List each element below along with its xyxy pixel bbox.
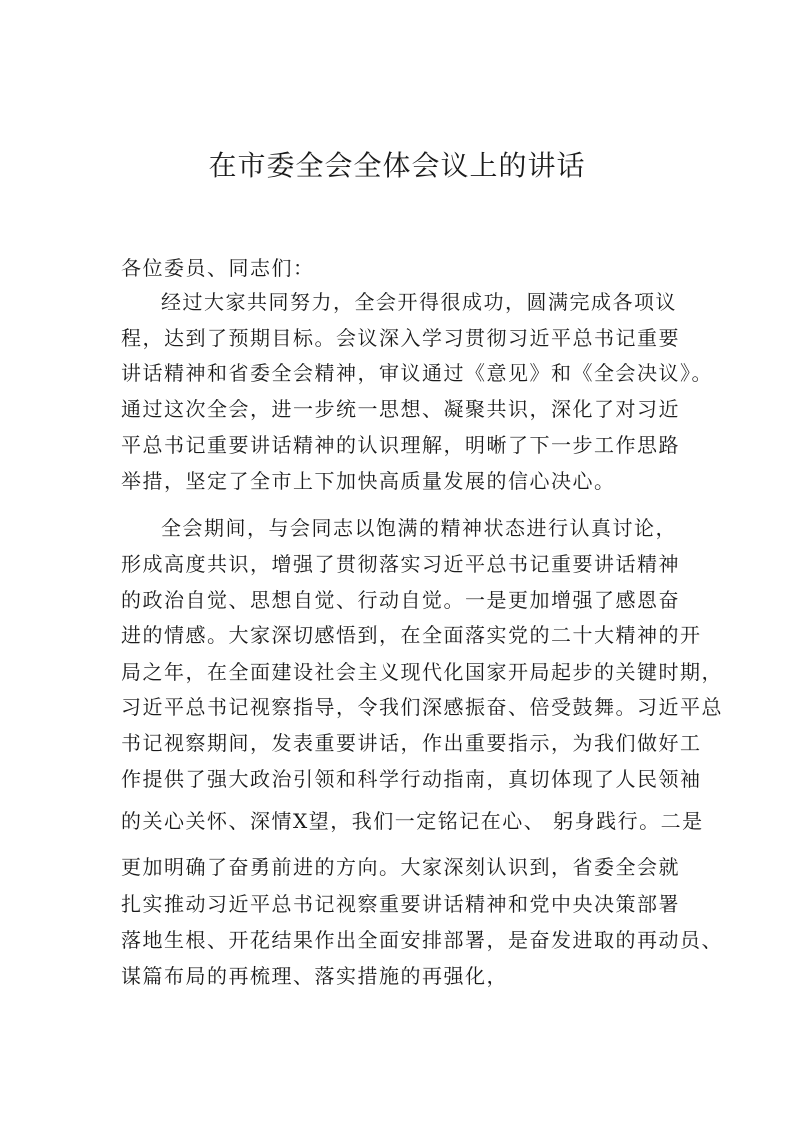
text-line: 更加明确了奋勇前进的方向。大家深刻认识到，省委全会就 (121, 855, 680, 879)
text-line: 平总书记重要讲话精神的认识理解，明晰了下一步工作思路 (121, 433, 680, 457)
text-line: 书记视察期间，发表重要讲话，作出重要指示，为我们做好工 (121, 731, 702, 755)
text-line: 形成高度共识，增强了贯彻落实习近平总书记重要讲话精神 (121, 552, 680, 576)
text-line: 作提供了强大政治引领和科学行动指南，真切体现了人民领袖 (121, 767, 702, 791)
text-line: 的政治自觉、思想自觉、行动自觉。一是更加增强了感恩奋 (121, 588, 680, 612)
text-line: 讲话精神和省委全会精神，审议通过《意见》和《全会决议》。 (121, 361, 713, 385)
text-line: 谋篇布局的再梳理、落实措施的再强化， (121, 964, 508, 988)
text-line: 落地生根、开花结果作出全面安排部署，是奋发进取的再动员、 (121, 928, 723, 952)
text-line: 局之年，在全面建设社会主义现代化国家开局起步的关键时期， (121, 660, 723, 684)
text-line: 通过这次全会，进一步统一思想、凝聚共识，深化了对习近 (121, 397, 680, 421)
text-line: 进的情感。大家深切感悟到，在全面落实党的二十大精神的开 (121, 623, 702, 647)
text-line: 的关心关怀、深情X望，我们一定铭记在心、 躬身践行。二是 (121, 809, 704, 833)
salutation: 各位委员、同志们： (121, 256, 315, 280)
text-line: 全会期间，与会同志以饱满的精神状态进行认真讨论， (161, 516, 677, 540)
text-line: 扎实推动习近平总书记视察重要讲话精神和党中央决策部署 (121, 892, 680, 916)
text-line: 习近平总书记视察指导，令我们深感振奋、倍受鼓舞。习近平总 (121, 695, 723, 719)
text-line: 经过大家共同努力，全会开得很成功，圆满完成各项议 (161, 290, 677, 314)
text-line: 程，达到了预期目标。会议深入学习贯彻习近平总书记重要 (121, 326, 680, 350)
text-line: 举措，坚定了全市上下加快高质量发展的信心决心。 (121, 469, 616, 493)
document-title: 在市委全会全体会议上的讲话 (208, 149, 586, 182)
